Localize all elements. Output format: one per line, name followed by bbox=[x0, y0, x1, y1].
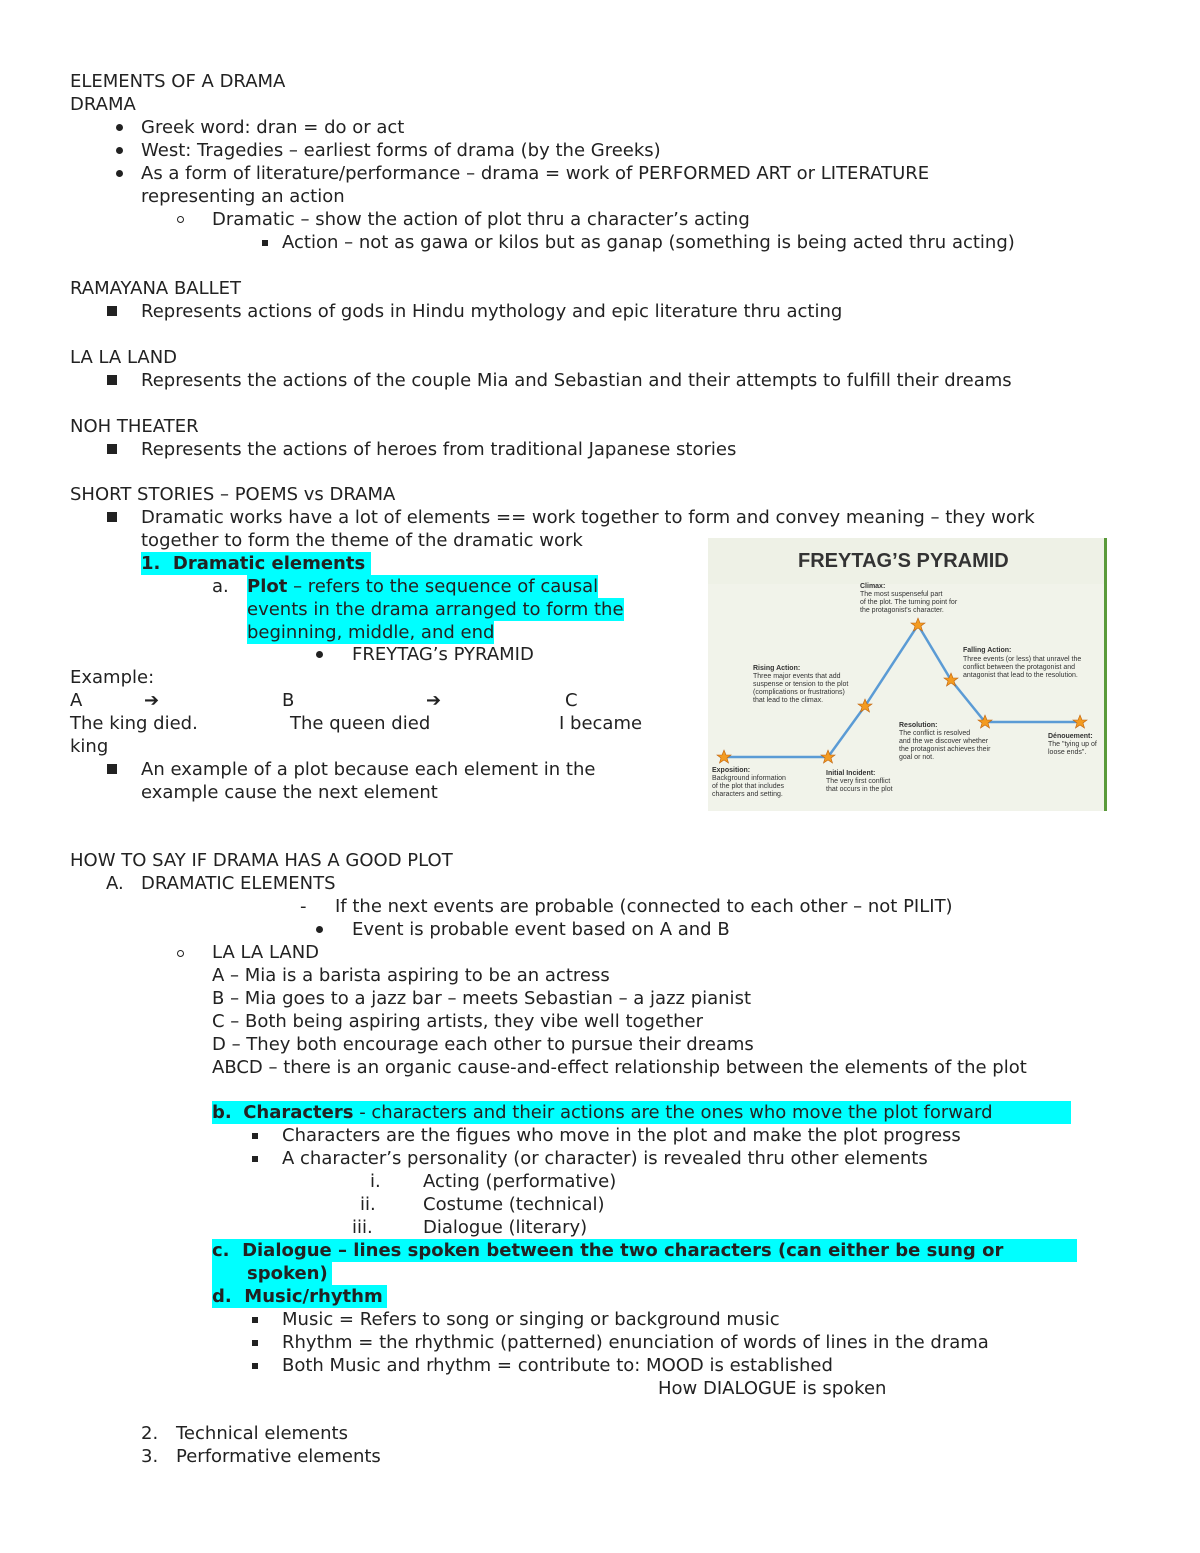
list-marker: b. bbox=[212, 1102, 232, 1123]
list-item: Costume (technical) bbox=[423, 1194, 605, 1215]
page-title: ELEMENTS OF A DRAMA bbox=[70, 71, 286, 92]
list-item: Acting (performative) bbox=[423, 1171, 617, 1192]
square-bullet-icon bbox=[107, 512, 117, 522]
climax-text: The most suspenseful part bbox=[860, 591, 943, 598]
characters-term: Characters bbox=[243, 1102, 354, 1123]
example-b: B bbox=[282, 690, 295, 711]
square-bullet-icon bbox=[107, 764, 117, 774]
roman-marker: iii. bbox=[352, 1217, 373, 1238]
rising-heading: Rising Action: bbox=[753, 665, 801, 672]
bullet-icon bbox=[116, 147, 123, 154]
list-item: Represents the actions of the couple Mia and Sebastian and their attempts to fulfill their dreams bbox=[141, 370, 1012, 391]
square-bullet-icon bbox=[262, 240, 268, 246]
list-item: Dramatic works have a lot of elements == work together to form and convey meaning – they work bbox=[141, 507, 1035, 528]
exposition-heading: Exposition: bbox=[712, 767, 751, 774]
example-event: The king died. bbox=[70, 713, 198, 734]
section-heading-ramayana: RAMAYANA BALLET bbox=[70, 278, 242, 299]
list-item: Represents the actions of heroes from traditional Japanese stories bbox=[141, 439, 737, 460]
list-item: Event is probable event based on A and B bbox=[352, 919, 730, 940]
plot-term: Plot bbox=[247, 576, 288, 597]
list-item: Rhythm = the rhythmic (patterned) enunciation of words of lines in the drama bbox=[282, 1332, 989, 1353]
denouement-text: The "tying up of bbox=[1048, 741, 1097, 748]
list-marker: A. bbox=[106, 873, 124, 894]
list-item: A character’s personality (or character) is revealed thru other elements bbox=[282, 1148, 928, 1169]
arrow-icon: ➔ bbox=[144, 690, 160, 711]
list-item: As a form of literature/performance – drama = work of PERFORMED ART or LITERATURE bbox=[141, 163, 930, 184]
square-bullet-icon bbox=[107, 375, 117, 385]
square-bullet-icon bbox=[252, 1363, 258, 1369]
list-item: DRAMATIC ELEMENTS bbox=[141, 873, 336, 894]
section-heading-lalaland: LA LA LAND bbox=[70, 347, 178, 368]
dialogue-definition: Dialogue – lines spoken between the two characters (can either be sung or bbox=[242, 1240, 1004, 1261]
climax-text: of the plot. The turning point for bbox=[860, 599, 958, 606]
rising-text: that lead to the climax. bbox=[753, 697, 824, 704]
list-item: FREYTAG’s PYRAMID bbox=[352, 644, 534, 665]
dialogue-definition-continuation: spoken) bbox=[212, 1262, 332, 1285]
list-item-continuation: example cause the next element bbox=[141, 782, 438, 803]
plot-point: D – They both encourage each other to pursue their dreams bbox=[212, 1034, 754, 1055]
square-bullet-icon bbox=[107, 444, 117, 454]
example-event-continuation: king bbox=[70, 736, 109, 757]
example-label: Example: bbox=[70, 667, 155, 688]
list-item: Technical elements bbox=[176, 1423, 348, 1444]
characters-definition: - characters and their actions are the ones who move the plot forward bbox=[353, 1102, 993, 1123]
list-item: Music = Refers to song or singing or background music bbox=[282, 1309, 780, 1330]
exposition-text: of the plot that includes bbox=[712, 783, 784, 790]
square-bullet-icon bbox=[252, 1317, 258, 1323]
falling-text: conflict between the protagonist and bbox=[963, 664, 1076, 671]
example-c: C bbox=[565, 690, 578, 711]
dramatic-elements-label: Dramatic elements bbox=[172, 553, 366, 574]
list-item: Action – not as gawa or kilos but as ganap (something is being acted thru acting) bbox=[282, 232, 1015, 253]
circle-bullet-icon bbox=[177, 216, 184, 223]
plot-point: A – Mia is a barista aspiring to be an actress bbox=[212, 965, 610, 986]
square-bullet-icon bbox=[252, 1156, 258, 1162]
list-item: Greek word: dran = do or act bbox=[141, 117, 405, 138]
list-item: Performative elements bbox=[176, 1446, 381, 1467]
example-event: The queen died bbox=[290, 713, 431, 734]
plot-summary: ABCD – there is an organic cause-and-effect relationship between the elements of the plot bbox=[212, 1057, 1027, 1078]
bullet-icon bbox=[116, 124, 123, 131]
falling-text: Three events (or less) that unravel the bbox=[963, 656, 1082, 663]
list-item: West: Tragedies – earliest forms of drama (by the Greeks) bbox=[141, 140, 661, 161]
section-heading-good-plot: HOW TO SAY IF DRAMA HAS A GOOD PLOT bbox=[70, 850, 453, 871]
resolution-heading: Resolution: bbox=[899, 722, 938, 729]
rising-text: (complications or frustrations) bbox=[753, 689, 845, 696]
list-marker: a. bbox=[212, 576, 229, 597]
freytag-pyramid-figure bbox=[708, 538, 1107, 811]
resolution-text: and the we discover whether bbox=[899, 738, 989, 745]
square-bullet-icon bbox=[252, 1340, 258, 1346]
plot-definition-text: – refers to the sequence of causal bbox=[287, 576, 599, 597]
resolution-text: The conflict is resolved bbox=[899, 730, 971, 737]
section-heading-drama: DRAMA bbox=[70, 94, 136, 115]
figure-title: FREYTAG’S PYRAMID bbox=[798, 550, 1009, 572]
roman-marker: i. bbox=[370, 1171, 381, 1192]
denouement-text: loose ends". bbox=[1048, 749, 1087, 756]
incident-heading: Initial Incident: bbox=[826, 770, 876, 777]
number-marker: 2. bbox=[141, 1423, 159, 1444]
plot-definition-continuation: beginning, middle, and end bbox=[247, 622, 495, 643]
climax-text: the protagonist's character. bbox=[860, 607, 944, 614]
denouement-heading: Dénouement: bbox=[1048, 733, 1093, 740]
plot-point: C – Both being aspiring artists, they vibe well together bbox=[212, 1011, 703, 1032]
characters-heading bbox=[212, 1101, 1071, 1124]
list-item-continuation: together to form the theme of the dramatic work bbox=[141, 530, 583, 551]
list-marker: d. bbox=[212, 1286, 232, 1307]
list-item: Both Music and rhythm = contribute to: MOOD is established bbox=[282, 1355, 833, 1376]
rising-text: Three major events that add bbox=[753, 673, 841, 680]
dramatic-elements-heading bbox=[141, 552, 371, 575]
list-item: An example of a plot because each element in the bbox=[141, 759, 596, 780]
plot-point: B – Mia goes to a jazz bar – meets Sebastian – a jazz pianist bbox=[212, 988, 751, 1009]
exposition-text: characters and setting. bbox=[712, 791, 783, 798]
incident-text: The very first conflict bbox=[826, 778, 891, 785]
section-heading-noh: NOH THEATER bbox=[70, 416, 199, 437]
music-term: Music/rhythm bbox=[244, 1286, 383, 1307]
music-heading bbox=[212, 1285, 387, 1308]
example-a: A bbox=[70, 690, 83, 711]
list-item: If the next events are probable (connected to each other – not PILIT) bbox=[335, 896, 953, 917]
resolution-text: goal or not. bbox=[899, 754, 935, 761]
bullet-icon bbox=[116, 170, 123, 177]
arrow-icon: ➔ bbox=[426, 690, 442, 711]
circle-bullet-icon bbox=[177, 950, 184, 957]
rising-text: suspense or tension to the plot bbox=[753, 681, 849, 688]
bullet-icon bbox=[316, 926, 323, 933]
example-event: I became bbox=[559, 713, 643, 734]
list-item: Represents actions of gods in Hindu mythology and epic literature thru acting bbox=[141, 301, 843, 322]
list-item-continuation: How DIALOGUE is spoken bbox=[658, 1378, 887, 1399]
square-bullet-icon bbox=[252, 1133, 258, 1139]
bullet-icon bbox=[316, 651, 323, 658]
falling-heading: Falling Action: bbox=[963, 647, 1012, 654]
list-item-continuation: representing an action bbox=[141, 186, 345, 207]
plot-definition bbox=[247, 575, 598, 598]
figure-edge bbox=[1104, 538, 1107, 811]
list-marker: c. bbox=[212, 1240, 230, 1261]
square-bullet-icon bbox=[107, 306, 117, 316]
number-marker: 1. bbox=[141, 553, 161, 574]
list-item: Dialogue (literary) bbox=[423, 1217, 588, 1238]
number-marker: 3. bbox=[141, 1446, 159, 1467]
dialogue-heading bbox=[212, 1239, 1077, 1262]
plot-definition-continuation: events in the drama arranged to form the bbox=[247, 599, 624, 620]
roman-marker: ii. bbox=[360, 1194, 376, 1215]
resolution-text: the protagonist achieves their bbox=[899, 746, 991, 753]
list-item: LA LA LAND bbox=[212, 942, 320, 963]
climax-heading: Climax: bbox=[860, 583, 886, 590]
section-heading-short-stories: SHORT STORIES – POEMS vs DRAMA bbox=[70, 484, 396, 505]
list-item: Dramatic – show the action of plot thru a character’s acting bbox=[212, 209, 750, 230]
dash-bullet: - bbox=[300, 896, 307, 917]
list-item: Characters are the figues who move in the plot and make the plot progress bbox=[282, 1125, 961, 1146]
incident-text: that occurs in the plot bbox=[826, 786, 893, 793]
exposition-text: Background information bbox=[712, 775, 786, 782]
falling-text: antagonist that lead to the resolution. bbox=[963, 672, 1078, 679]
